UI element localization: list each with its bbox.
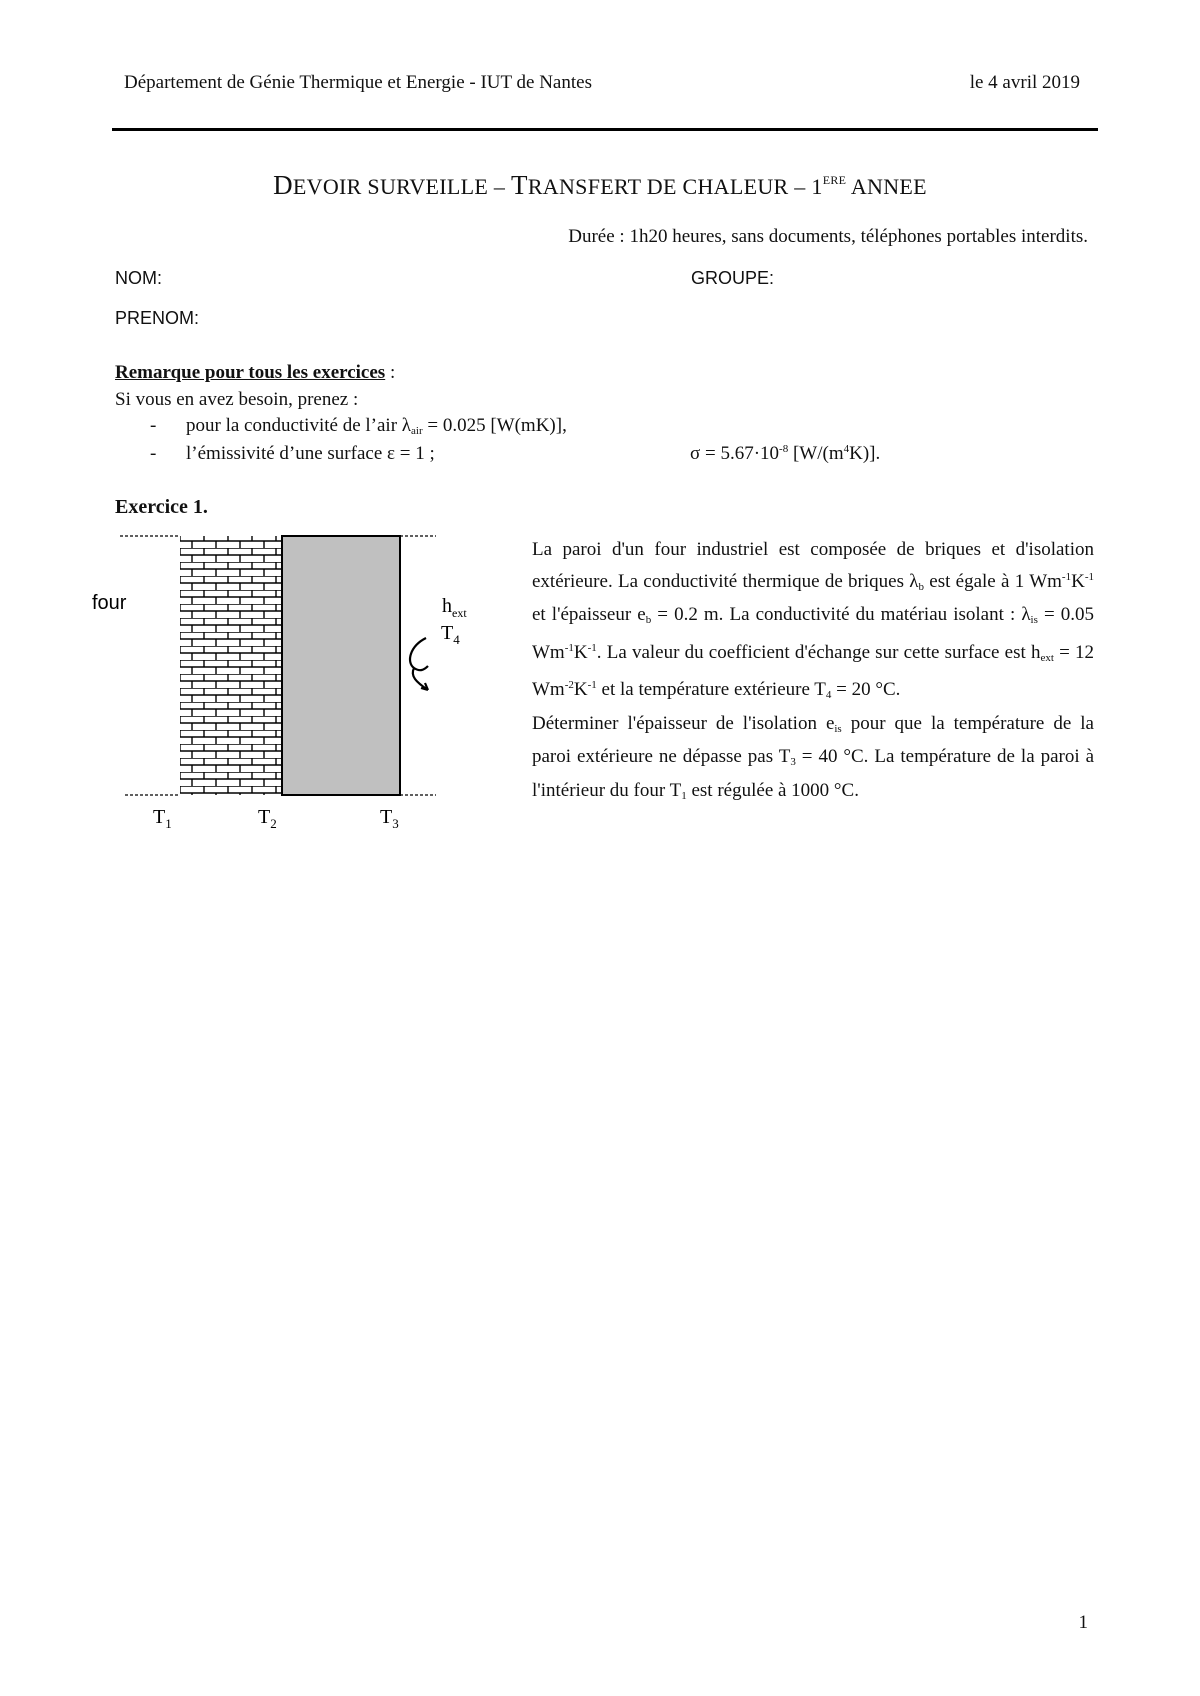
remark-intro: Si vous en avez besoin, prenez : — [115, 389, 359, 410]
header-rule — [112, 128, 1098, 131]
remark-bullet-emissivity: - l’émissivité d’une surface ε = 1 ; — [150, 443, 435, 464]
stefan-boltzmann-constant: $\sigma = 5.67\cdot 10^{-8}$ $[W/(m^4K)]$. — [690, 443, 881, 464]
label-t2: $T_2$ — [258, 806, 277, 831]
groupe-label: GROUPE: — [691, 268, 775, 288]
exercise-1-title: Exercice 1. — [115, 496, 208, 518]
insulation-layer — [282, 536, 400, 795]
header-institution: Département de Génie Thermique et Energie - IUT de Nantes — [124, 72, 592, 93]
page-title: DEVOIR SURVEILLE – TRANSFERT DE CHALEUR – 1ERE ANNEE — [273, 170, 927, 200]
prenom-label: PRENOM: — [115, 308, 200, 328]
exercise-1-paragraph-1: La paroi d'un four industriel est composée de briques et d'isolation extérieure. La conductivité thermique de briques $\lambda_b$ est égale à 1 $Wm^{-1}K^{-1}$ et l'épaisseur $e_b = 0.2$ m. La conductivité du matériau isolant : $\lambda_{is} = 0.05$ $Wm^{-1}K^{-1}$. La valeur du coefficient d'échange sur cette surface est $h_{ext} = 12$ $Wm^{-2}K^{-1}$ et la température extérieure $T_4 = 20$ °C. — [532, 539, 1094, 701]
exercise-1-paragraph-2: Déterminer l'épaisseur de l'isolation $e_{is}$ pour que la température de la paroi extérieure ne dépasse pas $T_3 = 40$ °C. La température de la paroi à l'intérieur du four $T_1$ est régulée à 1000 °C. — [532, 712, 1094, 802]
header-date: le 4 avril 2019 — [969, 72, 1080, 93]
remark-title: Remarque pour tous les exercices : — [115, 362, 396, 383]
page-number: 1 — [1078, 1612, 1088, 1633]
label-four: four — [92, 592, 127, 614]
remark-bullet-air-conductivity: - pour la conductivité de l’air $\lambda_{air} = 0.025$ [W(mK)], — [150, 415, 567, 437]
wall-diagram — [80, 520, 467, 840]
exam-duration: Durée : 1h20 heures, sans documents, téléphones portables interdits. — [568, 226, 1088, 247]
label-t3: $T_3$ — [380, 806, 399, 831]
convection-arrow-icon — [410, 638, 428, 690]
label-t1: $T_1$ — [153, 806, 172, 831]
brick-layer — [180, 536, 282, 795]
nom-label: NOM: — [115, 268, 162, 288]
label-t4: $T_4$ — [441, 622, 460, 647]
exercise-1-statement — [532, 536, 1094, 810]
label-hext: $h_{ext}$ — [442, 595, 467, 620]
